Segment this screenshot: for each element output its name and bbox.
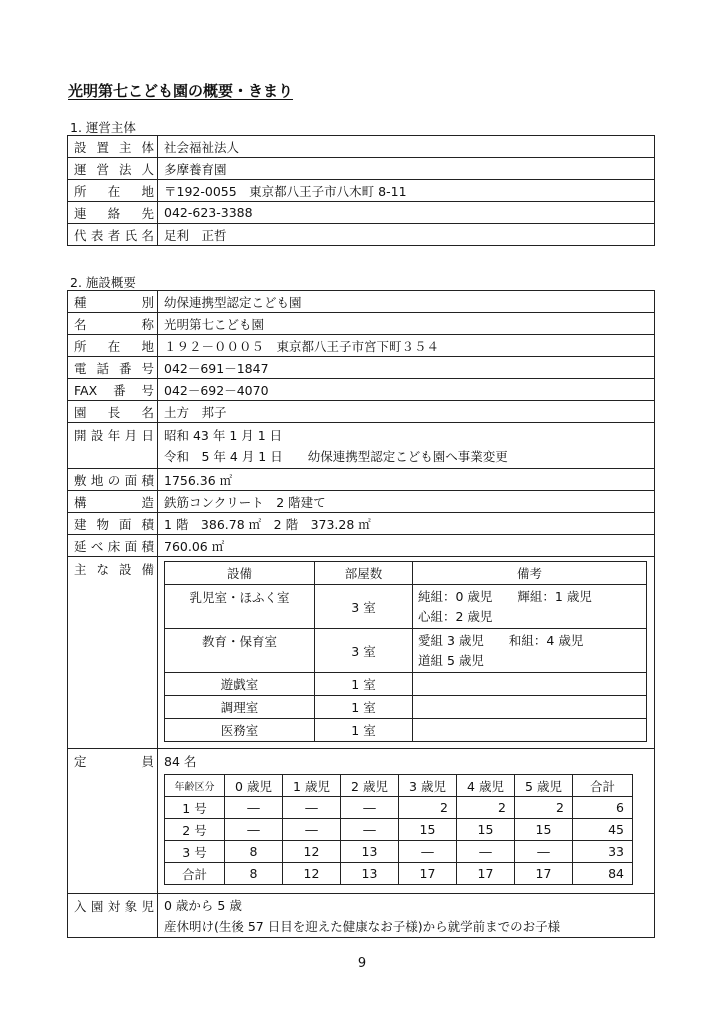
table-row [68, 491, 655, 513]
capacity-total: 84 名 [164, 754, 197, 769]
row-value: 鉄筋コンクリート 2 階建て [158, 491, 655, 513]
row-value: 1 階 386.78 ㎡ 2 階 373.28 ㎡ [158, 513, 655, 535]
table-row [68, 535, 655, 557]
capacity-cell: 13 [341, 841, 399, 863]
table-row [68, 313, 655, 335]
capacity-cell: 45 [573, 819, 633, 841]
table-row [68, 224, 655, 246]
facilities-header-facility: 設備 [165, 562, 315, 585]
facility-note: 愛組 3 歳児 和組：4 歳児 [418, 632, 584, 648]
capacity-cell: 2 号 [165, 819, 225, 841]
capacity-cell: 12 [283, 863, 341, 885]
capacity-header: 0 歳児 [225, 775, 283, 797]
row-label: 入園対象児 [68, 894, 158, 938]
row-value: 幼保連携型認定こども園 [158, 291, 655, 313]
facility-count: 1 室 [315, 719, 413, 742]
table-row [165, 797, 633, 819]
facility-count: 3 室 [315, 585, 413, 629]
table-row [68, 513, 655, 535]
eligibility-detail: 産休明け(生後 57 日目を迎えた健康なお子様)から就学前までのお子様 [164, 918, 561, 934]
row-value: １９２－０００５ 東京都八王子市宮下町３５４ [158, 335, 655, 357]
capacity-cell: ― [225, 797, 283, 819]
capacity-cell: 6 [573, 797, 633, 819]
capacity-cell: 17 [515, 863, 573, 885]
capacity-cell: 8 [225, 863, 283, 885]
row-value: 042－691－1847 [158, 357, 655, 379]
table-row [165, 673, 647, 696]
facility-name: 乳児室・ほふく室 [165, 585, 315, 629]
table-row [68, 291, 655, 313]
capacity-cell: 2 [515, 797, 573, 819]
row-value: 042－692－4070 [158, 379, 655, 401]
table-row [68, 158, 655, 180]
table-row [68, 469, 655, 491]
facility-note [413, 719, 647, 742]
capacity-cell: ― [283, 819, 341, 841]
capacity-cell: ― [341, 819, 399, 841]
row-label: 種別 [68, 291, 158, 313]
capacity-cell: ― [225, 819, 283, 841]
row-value: 社会福祉法人 [158, 136, 655, 158]
facility-count: 1 室 [315, 673, 413, 696]
capacity-header: 年齢区分 [165, 775, 225, 797]
row-label: 開設年月日 [68, 423, 158, 469]
table-row [165, 585, 647, 629]
table-row [165, 629, 647, 673]
facilities-header-rooms: 部屋数 [315, 562, 413, 585]
row-label: 建物面積 [68, 513, 158, 535]
row-label: 構造 [68, 491, 158, 513]
row-value: 多摩養育園 [158, 158, 655, 180]
row-label: 設置主体 [68, 136, 158, 158]
table-row [165, 719, 647, 742]
facilities-table [164, 561, 647, 742]
capacity-cell: 3 号 [165, 841, 225, 863]
capacity-cell: 84 [573, 863, 633, 885]
capacity-cell: 合計 [165, 863, 225, 885]
table-row [165, 863, 633, 885]
capacity-cell: ― [341, 797, 399, 819]
capacity-cell: 1 号 [165, 797, 225, 819]
row-label: 名称 [68, 313, 158, 335]
facility-name: 教育・保育室 [165, 629, 315, 673]
row-value: 1756.36 ㎡ [158, 469, 655, 491]
row-value: 足利 正哲 [158, 224, 655, 246]
table-row [165, 819, 633, 841]
capacity-header: 1 歳児 [283, 775, 341, 797]
table-row [68, 749, 655, 894]
table-row [68, 557, 655, 749]
table-row [68, 136, 655, 158]
row-label: 園長名 [68, 401, 158, 423]
capacity-cell: 33 [573, 841, 633, 863]
row-label: 定員 [68, 749, 158, 894]
table-row [68, 357, 655, 379]
facility-name: 調理室 [165, 696, 315, 719]
capacity-header: 5 歳児 [515, 775, 573, 797]
capacity-header-row [165, 775, 633, 797]
row-label: 運営法人 [68, 158, 158, 180]
capacity-table [164, 774, 633, 885]
row-label: 代表者氏名 [68, 224, 158, 246]
operator-table [67, 135, 655, 246]
row-value: 760.06 ㎡ [158, 535, 655, 557]
row-label: 主な設備 [68, 557, 158, 749]
table-row [165, 696, 647, 719]
row-value: 〒192-0055 東京都八王子市八木町 8-11 [158, 180, 655, 202]
table-row [68, 180, 655, 202]
capacity-cell: ― [515, 841, 573, 863]
capacity-cell: 17 [457, 863, 515, 885]
section1-heading: 1. 運営主体 [70, 120, 136, 135]
facility-count: 1 室 [315, 696, 413, 719]
capacity-header: 2 歳児 [341, 775, 399, 797]
capacity-cell: ― [399, 841, 457, 863]
row-label: 電話番号 [68, 357, 158, 379]
capacity-cell: 15 [515, 819, 573, 841]
capacity-header: 4 歳児 [457, 775, 515, 797]
capacity-cell: ― [283, 797, 341, 819]
capacity-cell: 8 [225, 841, 283, 863]
facility-name: 医務室 [165, 719, 315, 742]
eligibility-age: 0 歳から 5 歳 [164, 897, 242, 913]
opening-change-note: 令和 5 年 4 月 1 日 幼保連携型認定こども園へ事業変更 [164, 448, 508, 464]
capacity-cell: 13 [341, 863, 399, 885]
capacity-cell: 15 [457, 819, 515, 841]
table-row [68, 894, 655, 938]
row-label: 連絡先 [68, 202, 158, 224]
facilities-header-notes: 備考 [413, 562, 647, 585]
facility-note: 純組：0 歳児 輝組：1 歳児 [418, 588, 592, 604]
facility-note [413, 696, 647, 719]
facility-name: 遊戯室 [165, 673, 315, 696]
facility-note: 道組 5 歳児 [418, 652, 484, 668]
row-label: 敷地の面積 [68, 469, 158, 491]
table-row [165, 841, 633, 863]
capacity-header: 3 歳児 [399, 775, 457, 797]
capacity-header: 合計 [573, 775, 633, 797]
capacity-cell: 2 [399, 797, 457, 819]
row-value: 光明第七こども園 [158, 313, 655, 335]
row-label: FAX番号 [68, 379, 158, 401]
capacity-cell: 12 [283, 841, 341, 863]
facility-count: 3 室 [315, 629, 413, 673]
opening-date: 昭和 43 年 1 月 1 日 [164, 427, 283, 443]
table-row [68, 379, 655, 401]
facility-note: 心組：2 歳児 [418, 608, 493, 624]
row-label: 所在地 [68, 335, 158, 357]
capacity-cell: 17 [399, 863, 457, 885]
page-number: 9 [357, 956, 367, 971]
table-row [68, 423, 655, 469]
facility-note [413, 673, 647, 696]
page-title: 光明第七こども園の概要・きまり [68, 82, 294, 100]
table-row [68, 335, 655, 357]
capacity-cell: 15 [399, 819, 457, 841]
row-value: 042-623-3388 [158, 202, 655, 224]
capacity-cell: 2 [457, 797, 515, 819]
capacity-cell: ― [457, 841, 515, 863]
row-label: 所在地 [68, 180, 158, 202]
row-label: 延べ床面積 [68, 535, 158, 557]
table-row [68, 401, 655, 423]
row-value: 土方 邦子 [158, 401, 655, 423]
facility-table [67, 290, 655, 938]
table-row [68, 202, 655, 224]
section2-heading: 2. 施設概要 [70, 275, 136, 290]
